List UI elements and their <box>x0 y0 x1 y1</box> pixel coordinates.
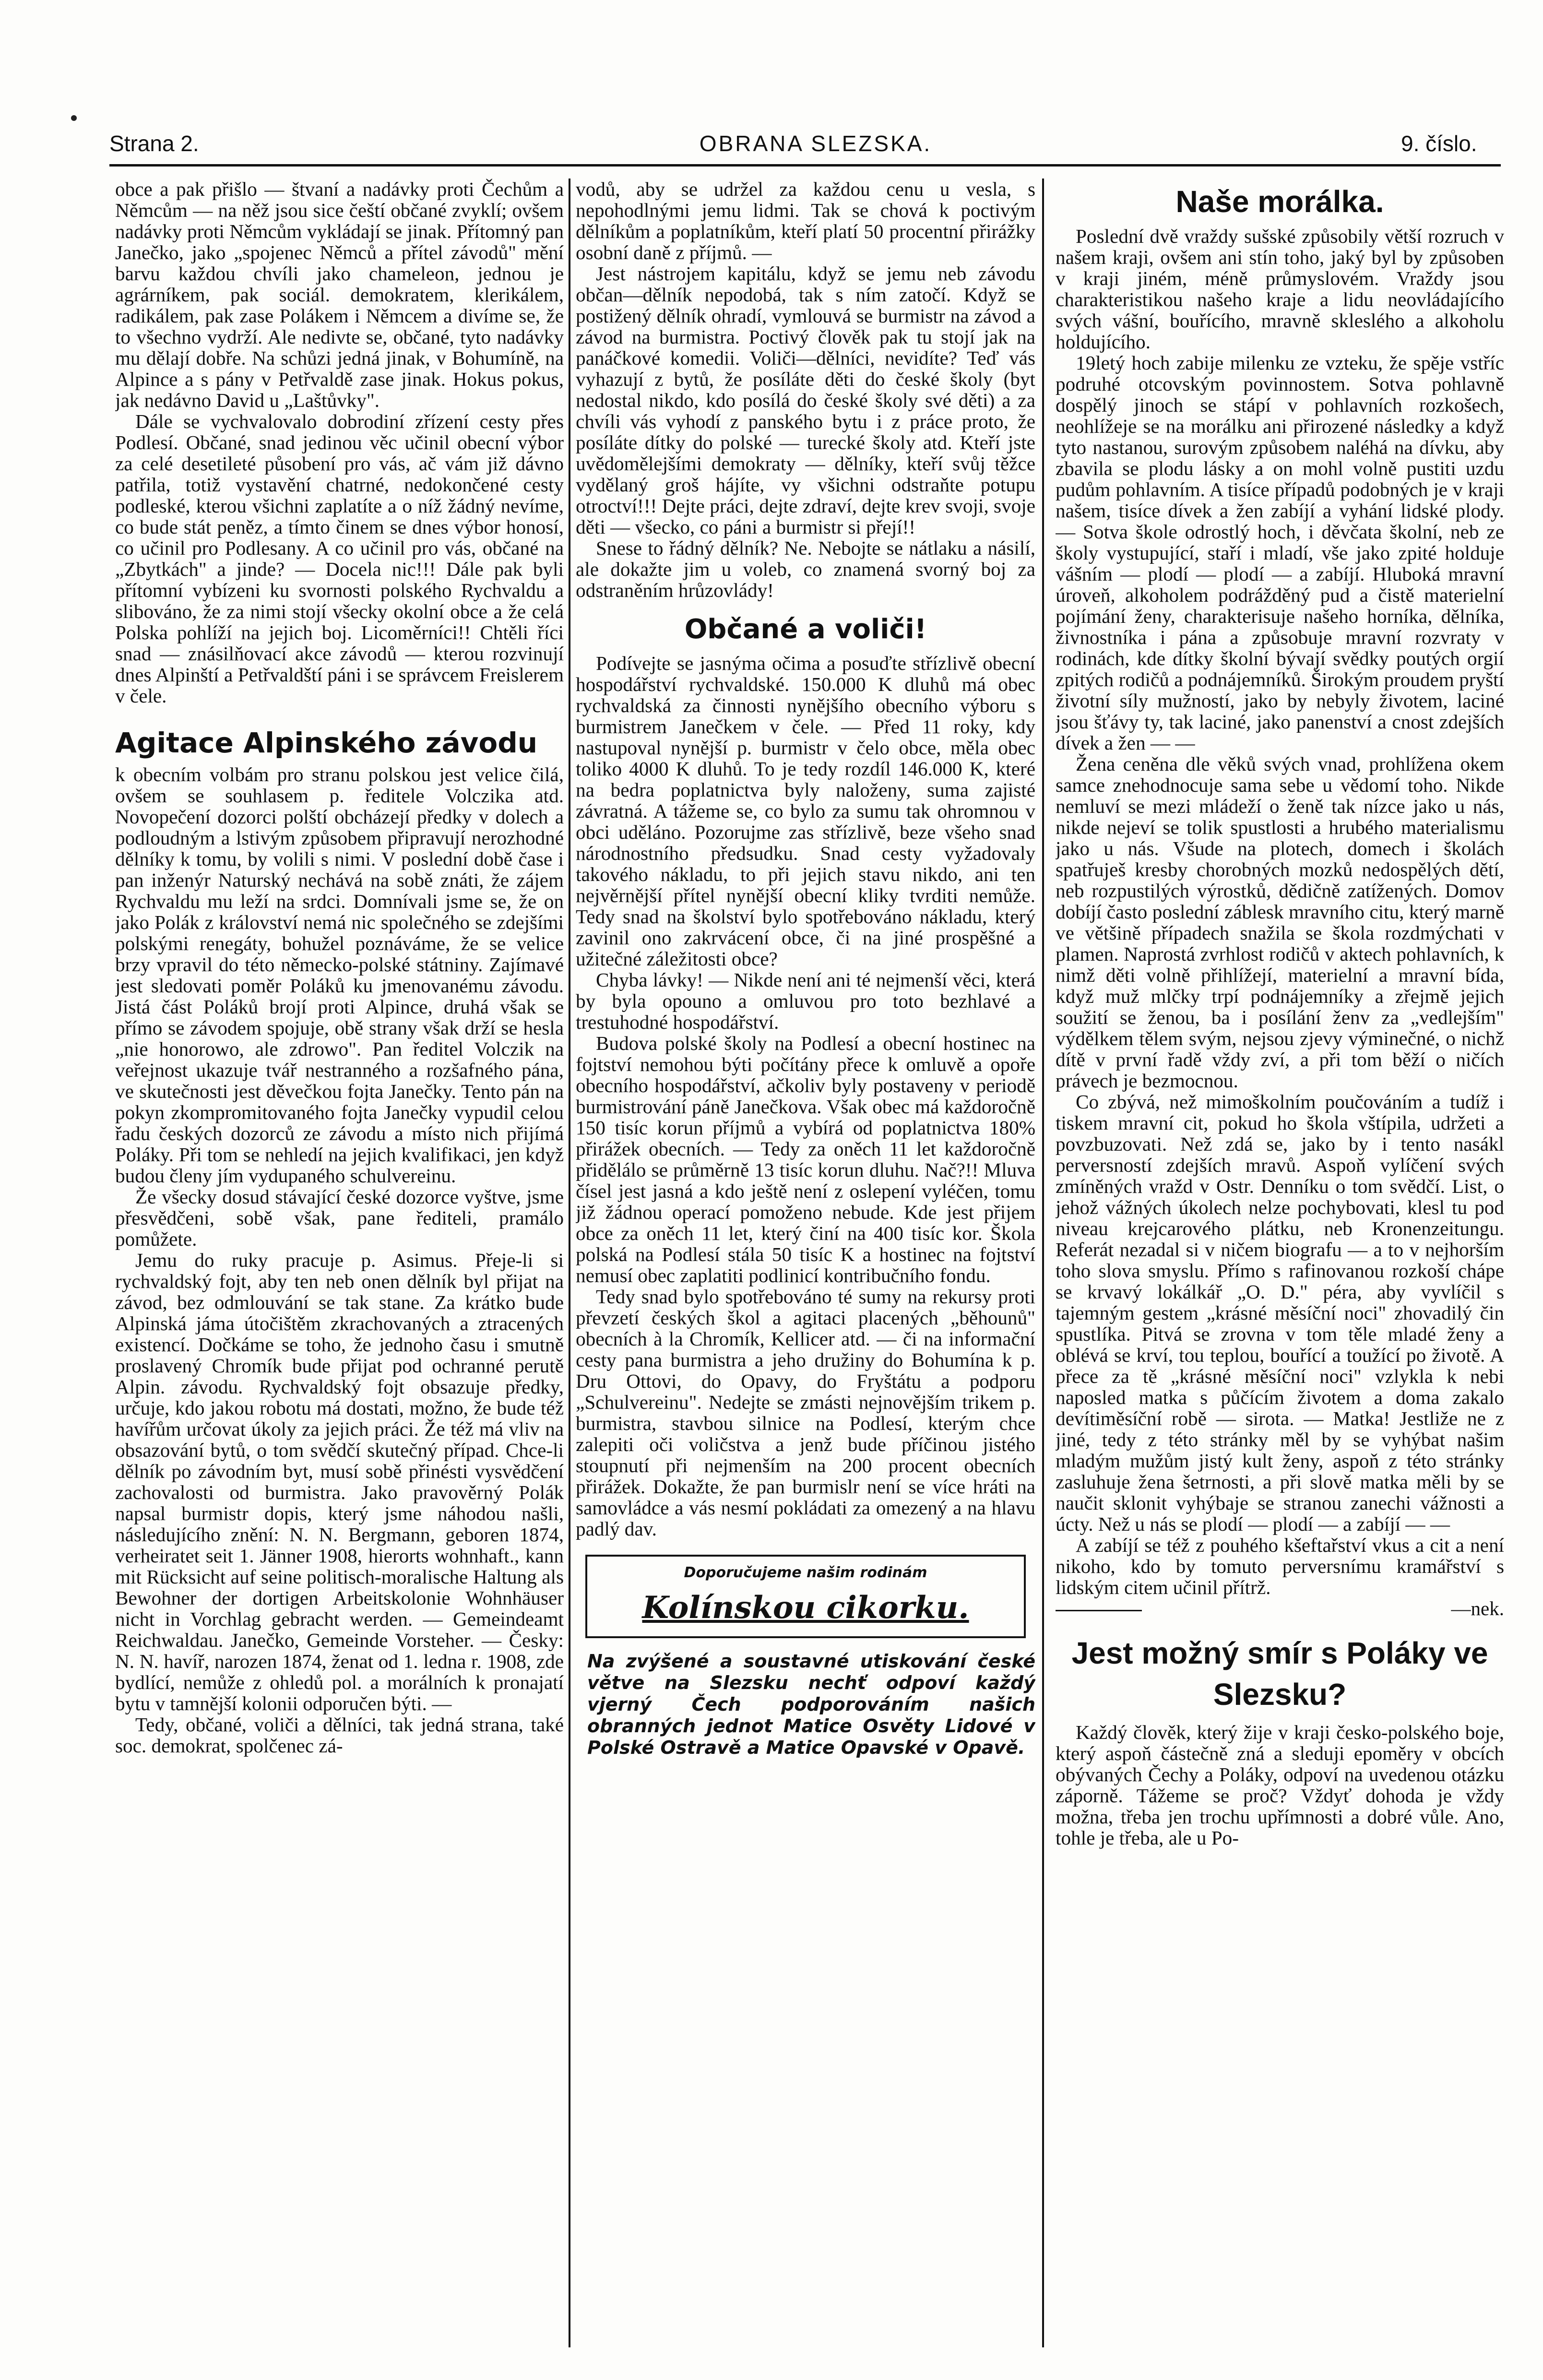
headline-obcane-a-volici: Občané a voliči! <box>684 614 927 645</box>
obcane-para-4: Tedy snad bylo spotřebováno té sumy na rekursy proti převzetí českých škol a agitaci placených „běhounů" obecních à la Chromík, Kellicer atd. — či na informační cesty pana burmistra a jeho družiny do Bohumína k p. Dru Ottovi, do Opavy, do Fryštátu a podporu „Schulvereinu". Nedejte se zmásti nejnovějším trikem p. burmistra, stavbou silnice na Podlesí, kterým chce zalepiti oči voličstva a jenž bude příčinou jistého stoupnutí při nejmenším na 200 procent obecních přirážek. Dokažte, že pan burmislr není se více hráti na samovládce a vás nesmí pokládati za omezený a na hlavu padlý dav. <box>576 1285 1035 1540</box>
headline-nase-moralka: Naše morálka. <box>1175 184 1384 219</box>
column-3 <box>1056 178 1504 2347</box>
agitace-para-6: Jest nástrojem kapitálu, když se jemu neb závodu občan—dělník nepodobá, tak s ním zatočí. Když se postižený dělník ohradí, vymlouvá se burmistr na závod a závod na burmistra. Poctivý člověk pak tu stojí jak na panáčkové komedii. Voliči—dělníci, nevidíte? Teď vás vyhazují z bytů, že posíláte děti do české školy (byt nedostal nikdo, kdo posílá do české školy své děti) a za chvíli vás vyhodí z panského bytu i z práce proto, že posíláte dítky do polské — turecké školy atd. Kteří jste uvědomělejšími demokraty — dělníky, kteří svůj těžce vydělaný groš hájíte, vy všichni odstraňte potupu otroctví!!! Dejte práci, dejte zdraví, dejte krev svoji, svoje děti — všecko, co páni a burmistr si přejí!! <box>576 262 1035 538</box>
agitace-para-1: k obecním volbám pro stranu polskou jest velice čilá, ovšem se souhlasem p. ředitele Volczika atd. Novopečení dozorci polští obcházejí předky v dolech a podloudným a lstivým způsobem připravují nerozhodné dělníky k tomu, by volili s nimi. V poslední době čase i pan inženýr Naturský nechává na sobě znáti, že zájem Rychvaldu mu leží na srdci. Domnívali jsme se, že on jako Polák z království nemá nic společného se zdejšími polskými renegáty, bohužel poznáváme, že se velice brzy vpravil do této německo-polské státniny. Zajímavé jest sledovati poměr Poláků ku jmenovanému závodu. Jistá část Poláků brojí proti Alpince, druhá však se přímo se závodem spojuje, obě strany však drží se hesla „nie honorowo, ale zdrowo". Pan ředitel Volczik na veřejnost ukazuje tvář nestranného a rozšafného pána, ve skutečnosti jest děvečkou fojta Janečky. Tento pán na pokyn zkompromitovaného fojta Janečky vypudil celou řadu českých dozorců ze závodu a místo nich přijímá Poláky. Při tom se nehledí na jejich kvalifikaci, jen když budou členy jím vydupaného schulvereinu. <box>115 763 564 1187</box>
moralka-para-2: 19letý hoch zabije milenku ze vzteku, že spěje vstříc podruhé otcovským povinnostem. Sotva pohlavně dospělý jinoch se stápí v pohlavních rozkošech, neohlížeje se na morálku ani přirozené následky a když tyto nastanou, surovým způsobem naléhá na dívku, aby zbavila se plodu lásky a on mohl volně pustiti uzdu pudům pohlavním. A tisíce případů podobných je v kraji našem, tisíce dívek a žen zabíjí a vyhání lidské plody. — Sotva škole odrostlý hoch, i děvčata školní, neb ze školy vystupující, staří i mladí, vše jako zpité holduje vášním — plodí — plodí — a zabíjí. Hluboká mravní úroveň, alkoholem podrážděný pud a čistě materielní pojímání ženy, charakterisuje našeho horníka, dělníka, živnostníka i pána a způsobuje mravní rozvraty v rodinách, kde dítky školní bývají svědky poutých orgií zpitých rodičů a podnájemníků. Širokým proudem pryští životní síly mužností, jako by nebyly životem, laciné jsou šťávy ty, tak laciné, jako panenství a cnost zdejších dívek a žen — — <box>1056 352 1504 754</box>
column-rule-1 <box>569 178 570 2347</box>
moralka-para-5: A zabíjí se též z pouhého kšeftařství vkus a cit a není nikoho, kdo by tomuto perversnímu kramářství s lidským citem učinil přítrž. <box>1056 1534 1504 1598</box>
agitace-para-7: Snese to řádný dělník? Ne. Nebojte se nátlaku a násilí, ale dokažte jim u voleb, co znamená svorný boj za odstraněním hrůzovlády! <box>576 537 1035 601</box>
ad-product-name: Kolínskou cikorku. <box>642 1590 969 1626</box>
agitace-para-4: Tedy, občané, voliči a dělníci, tak jedná strana, také soc. demokrat, spolčenec zá- <box>115 1714 564 1757</box>
column-2 <box>576 178 1035 2347</box>
obcane-para-2: Chyba lávky! — Nikde není ani té nejmenší věci, která by byla opouno a omluvou pro toto bezhlavé a trestuhodné hospodářství. <box>576 969 1035 1033</box>
author-signature: —nek. <box>1451 1597 1504 1619</box>
article-continued-para-1: obce a pak přišlo — štvaní a nadávky proti Čechům a Němcům — na něž jsou sice čeští občané zvyklí; ovšem nadávky proti Němcům vykládají se jinak. Přítomný pan Janečko, jako „spojenec Němců a přítel závodů" mění barvu každou chvíli jako chameleon, jednou je agrárníkem, pak sociál. demokratem, klerikálem, radikálem, pak zase Polákem i Němcem a divíme se, že to všechno vydrží. Ale nedivte se, občané, tyto nadávky mu dělají dobře. Na schůzi jedná jinak, v Bohumíně, na Alpince a s pány v Petřvaldě zase jinak. Hokus pokus, jak nedávno David u „Laštůvky". <box>115 178 564 411</box>
headline-jest-mozny-smir: Jest možný smír s Poláky ve Slezsku? <box>1071 1636 1488 1712</box>
issue-number: 9. číslo. <box>1401 131 1477 156</box>
agitace-para-5: vodů, aby se udržel za každou cenu u vesla, s nepohodlnými jemu lidmi. Tak se chová k poctivým dělníkům a poplatníkům, kteří platí 50 procentní přirážky osobní daně z příjmů. — <box>576 178 1035 263</box>
smir-para-1: Každý člověk, který žije v kraji česko-polského boje, který aspoň částečně zná a sleduji epoměry v obcích obývaných Čechy a Poláky, odpoví na uvedenou otázku záporně. Tážeme se proč? Vždyť dohoda je vždy možna, třeba jen trochu upřímnosti a dobré vůle. Ano, tohle je třeba, ale u Po- <box>1056 1721 1504 1849</box>
page-number: Strana 2. <box>109 131 199 156</box>
obcane-para-1: Podívejte se jasnýma očima a posuďte střízlivě obecní hospodářství rychvaldské. 150.000 K dluhů má obec rychvaldská za činnosti nynějšího obecního výboru s burmistrem Janečkem v čele. — Před 11 roky, kdy nastupoval nynější p. burmistr v čelo obce, měla obec toliko 4000 K dluhů. To je tedy rozdíl 146.000 K, které na bedra poplatnictva byly naloženy, suma zajisté závratná. A tážeme se, co bylo za sumu tak ohromnou v obci uděláno. Pozorujme zas střízlivě, beze všeho snad národnostního předsudku. Snad cesty vyžadovaly takového nákladu, to při jejich stavu nikdo, ani ten nejvěrnější přítel nynější obecní kliky tvrditi nemůže. Tedy snad na školství bylo spotřebováno nákladu, který zavinil ono zakrvácení obce, či na jiné prospěšné a užitečné záležitosti obce? <box>576 652 1035 970</box>
agitace-para-2: Že všecky dosud stávající české dozorce vyštve, jsme přesvědčeni, sobě však, pane řediteli, pramálo pomůžete. <box>115 1186 564 1250</box>
headline-agitace: Agitace Alpinského závodu <box>115 726 538 759</box>
moralka-para-4: Co zbývá, než mimoškolním poučováním a tudíž i tiskem mravní cit, pokud ho škola vštípila, udržeti a povzbuzovati. Než zdá se, jako by i tento nasákl perversností zdejších mravů. Aspoň vylíčení svých zmíněných vražd v Ostr. Denníku o tom svědčí. List, o jehož vážných úkolech nelze pochybovati, klesl tu pod niveau krejcarového plátku, neb Kronenzeitungu. Referát nezadal si v ničem biografu — a to v nejhorším toho slova smyslu. Přímo s rafinovanou rozkoší chápe se krvavý lokálkář „O. D." péra, aby vyvlíčil s tajemným gestem „krásné měsíční noci" zhovadilý čin spustlíka. Pitvá se zrovna v tom těle mladé ženy a oblévá se krví, tou teplou, bouřící a toužící po životě. A přece za tě „krásné měsíční noci" vzlykla k nebi naposled matka s půčícím životem a doma zakalo devítiměsíční robě — sirota. — Matka! Jestliže ne z jiné, tedy z této stránky měl by se vyhýbat našim mladým mužům jistý kult ženy, aspoň z této stránky zasluhuje žena šetrnosti, a při slově matka měli by se naučit sklonit vyhýbaje se stranou zanechi vážnosti a úcty. Než u nás se plodí — plodí — a zabíjí — — <box>1056 1091 1504 1535</box>
signature-line <box>1056 1598 1504 1619</box>
ad-tagline: Doporučujeme našim rodinám <box>684 1564 927 1581</box>
speck-mark <box>71 115 77 121</box>
obcane-para-3: Budova polské školy na Podlesí a obecní hostinec na fojtství nemohou býti počítány přece k omluvě a opoře obecního hospodářství, ačkoliv byly postaveny v periodě burmistrování páně Janečkova. Však obec má každoročně 150 tisíc korun příjmů a vybírá od poplatnictva 180% přirážek obecních. — Tedy za oněch 11 let každoročně přidělálo se průměrně 13 tisíc korun dluhu. Nač?!! Mluva čísel jest jasná a kdo ještě není z oslepení vyléčen, tomu již žádnou operací pomoženo nebude. Kde jest přijem obce za oněch 11 let, který činí na 400 tisíc kor. Škola polská na Podlesí stála 50 tisíc K a hostinec na fojtství nemusí obec zaplatiti podlinicí kontribučního fondu. <box>576 1032 1035 1286</box>
header-rule <box>109 164 1501 167</box>
moralka-para-3: Žena ceněna dle věků svých vnad, prohlížena okem samce znehodnocuje sama sebe u vědomí toho. Nikde nemluví se mezi mládeží o ženě tak nízce jako u nás, nikde nejeví se tolik spustlosti a hrubého materialismu jako u nás. Všude na plotech, domech i školách spatřuješ kresby chorobných mozků nedospělých dětí, neb rozpustilých výrostků, dědičně zatížených. Domov dobíjí často poslední záblesk mravního citu, který marně ve většině případech snažila se škola rozdmýchati v plamen. Naprostá zvrhlost rodičů v aktech pohlavních, k nimž děti volně přihlížejí, materielní a mravní bída, když muž mlčky trpí podnájemníky a zřejmě jejich soužití se ženou, ba i posílání ženv za „vedlejším" výdělkem tělem svým, nejsou zjevy výminečné, o nichž dítě v první řadě vždy zví, a při tom běží o ničích právech je bezmocnou. <box>1056 753 1504 1092</box>
divider <box>1056 1598 1142 1619</box>
agitace-para-3: Jemu do ruky pracuje p. Asimus. Přeje-li si rychvaldský fojt, aby ten neb onen dělník byl přijat na závod, bez odmlouvání se tak stane. Za krátko bude Alpinská jáma útočištěm zkrachovaných a ztracených existencí. Dočkáme se toho, že jednoho času i smutně proslavený Chromík bude přijat pod ochranné perutě Alpin. závodu. Rychvaldský fojt obsazuje předky, určuje, kdo jakou robotu má dostati, možno, že bude též havířům určovat úkoly za jejich práci. Že též má vliv na obsazování bytů, o tom svědčí skutečný případ. Chce-li dělník po závodním byt, musí sobě přinésti vysvědčení zachovalosti od burmistra. Jako pravověrný Polák napsal burmistr dopis, který jsme náhodou našli, následujícího znění: N. N. Bergmann, geboren 1874, verheiratet seit 1. Jänner 1908, hierorts wohnhaft., kann mit Rücksicht auf seine politisch-moralische Haltung als Bewohner der dortigen Arbeitskolonie Wohnhäuser nicht in Vorchlag gebracht werden. — Gemeindeamt Reichwaldau. Janečko, Gemeinde Vorsteher. — Česky: N. N. havíř, narozen 1874, ženat od 1. ledna r. 1908, zde bydlící, nemůže z ohledů pol. a morálních k pronajatí bytu v tamnější kolonii odporučen býti. — <box>115 1249 564 1714</box>
chicory-advertisement <box>585 1555 1026 1638</box>
column-1 <box>115 178 564 2347</box>
support-appeal: Na zvýšené a soustavné utiskování české větve na Slezsku nechť odpoví každý vjerný Čech podporováním našich obranných jednot Matice Osvěty Lidové v Polské Ostravě a Matice Opavské v Opavě. <box>587 1651 1035 1758</box>
newspaper-title: OBRANA SLEZSKA. <box>699 131 932 156</box>
column-rule-2 <box>1042 178 1044 2347</box>
moralka-para-1: Poslední dvě vraždy sušské způsobily větší rozruch v našem kraji, ovšem ani stín toho, jaký byl by způsoben v kraji jiném, méně průmyslovém. Vraždy jsou charakteristikou našeho kraje a lidu neovládajícího svých vášní, bouřícího, mravně skleslého a alkoholu holdujícího. <box>1056 225 1504 353</box>
article-continued-para-2: Dále se vychvalovalo dobrodiní zřízení cesty přes Podlesí. Občané, snad jedinou věc učinil obecní výbor za celé desetileté působení pro vás, ač vám již dávno patřila, totiž vystavění chatrné, nedokončené cesty podleské, kterou všichni zaplatíte a o níž žádný nevíme, co bude stát peněz, a tímto činem se dnes výbor honosí, co učinil pro Podlesany. A co učinil pro vás, občané na „Zbytkách" a jinde? — Docela nic!!! Dále pak byli přítomní vybízeni ku svornosti polského Rychvaldu a slibováno, že za nimi stojí všecky okolní obce a že celá Polska pohlíží na jejich boj. Licoměrníci!! Chtěli říci snad — znásilňovací akce závodů — kterou rozvinují dnes Alpinští a Petřvaldští páni i se správcem Freislerem v čele. <box>115 410 564 707</box>
